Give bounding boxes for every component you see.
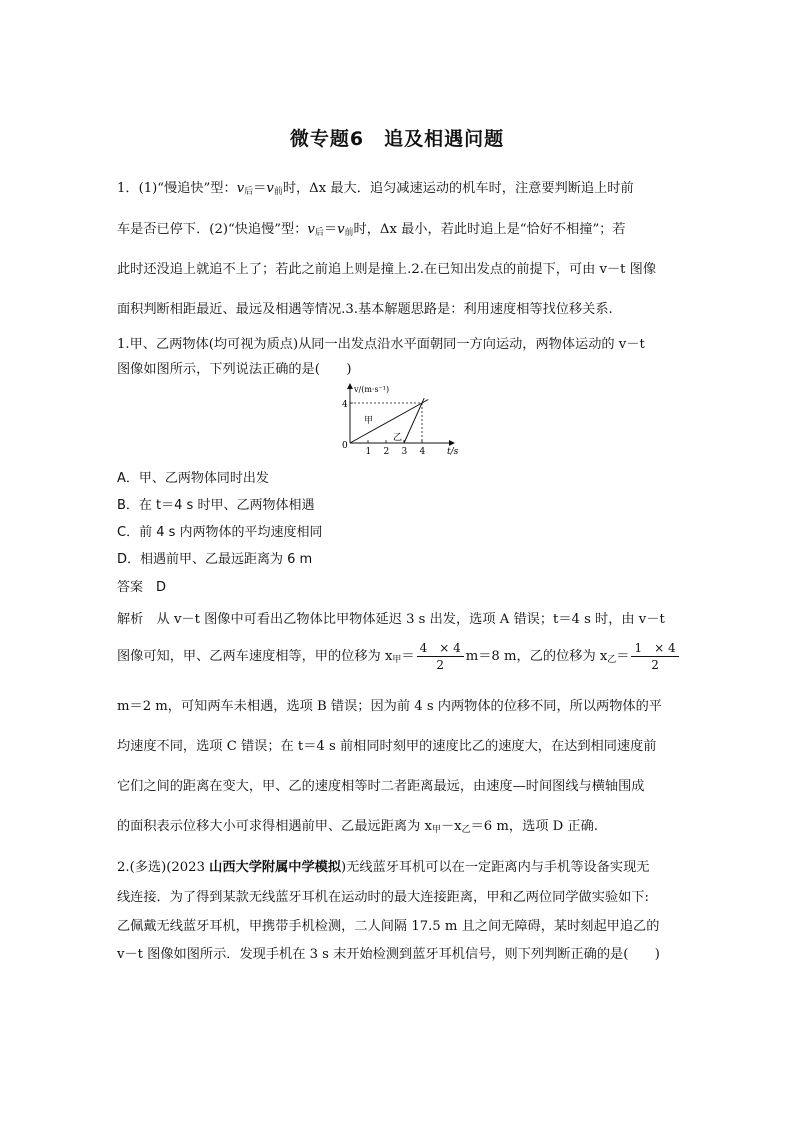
analysis-line-3: m＝2 m，可知两车未相遇，选项 B 错误；因为前 4 s 内两物体的位移不同，所以两物体的平 <box>117 699 662 714</box>
q2-line-3: 乙佩戴无线蓝牙耳机，甲携带手机检测，二人间隔 17.5 m 且之间无障碍，某时刻起甲追乙的 <box>117 919 660 934</box>
q2-line-2: 线连接．为了得到某款无线蓝牙耳机在运动时的最大连接距离，甲和乙两位同学做实验如下: <box>117 890 649 905</box>
series-label-yi: 乙 <box>393 433 403 443</box>
intro-line-1: 1．(1)“慢追快”型：$v_后=v_前$时，Δx 最大．追匀减速运动的机车时，注意要判断追上时前 <box>117 181 634 197</box>
q1-answer <box>117 576 166 595</box>
x-tick-label-2: 2 <box>383 447 390 457</box>
q1-option-d: D．相遇前甲、乙最远距离为 6 m <box>117 552 313 567</box>
q1-option-b: B．在 t＝4 s 时甲、乙两物体相遇 <box>117 498 315 513</box>
fraction-jia: $\frac{4 \times 4}{2}$ <box>417 640 464 673</box>
y-tick-label-4: 4 <box>342 400 348 410</box>
analysis-line-6: 的面积表示位移大小可求得相遇前甲、乙最远距离为 $x_甲-x_乙=6$ m，选项 D 正确. <box>117 819 598 835</box>
q2-line-1: 2.(多选)(2023 山西大学附属中学模拟)无线蓝牙耳机可以在一定距离内与手机等设备实现无 <box>117 860 650 875</box>
intro-line-3: 此时还没追上就追不上了；若此之前追上则是撞上.2.在已知出发点的前提下，可由 v－t 图像 <box>117 262 657 277</box>
intro-line-4: 面积判断相距最近、最远及相遇等情况.3.基本解题思路是：利用速度相等找位移关系. <box>117 302 613 317</box>
y-axis-label: v/(m·s⁻¹) <box>354 385 390 394</box>
q1-option-a: A．甲、乙两物体同时出发 <box>117 471 269 486</box>
series-line-jia <box>350 400 428 444</box>
origin-label: 0 <box>342 441 348 451</box>
x-tick-label-4: 4 <box>419 447 426 457</box>
series-line-yi <box>404 398 424 443</box>
q1-stem-line-1: 1.甲、乙两物体(均可视为质点)从同一出发点沿水平面朝同一方向运动，两物体运动的 v－t <box>117 337 645 352</box>
analysis-line-5: 它们之间的距离在变大，甲、乙的速度相等时二者距离最远，由速度—时间图线与横轴围成 <box>117 779 645 794</box>
analysis-line-2: 图像可知，甲、乙两车速度相等，甲的位移为 $x_甲=$ $\frac{4 \times 4}{2}$ m＝8 m，乙的位移为 $x_乙=$ $\frac{1 \times 4}{2}$ <box>117 640 681 673</box>
vt-graph <box>336 380 460 460</box>
x-tick-label-1: 1 <box>365 447 372 457</box>
q2-line-4: v－t 图像如图所示．发现手机在 3 s 末开始检测到蓝牙耳机信号，则下列判断正确的是( ) <box>117 947 660 962</box>
q1-stem-line-2: 图像如图所示，下列说法正确的是( ) <box>117 362 352 377</box>
q1-option-c: C．前 4 s 内两物体的平均速度相同 <box>117 525 323 540</box>
analysis-line-1: 解析 从 v－t 图像中可看出乙物体比甲物体延迟 3 s 出发，选项 A 错误；t＝4 s 时，由 v－t <box>117 612 665 627</box>
x-tick-label-3: 3 <box>401 447 408 457</box>
answer-value: D <box>156 580 167 595</box>
analysis-line-4: 均速度不同，选项 C 错误；在 t＝4 s 前相同时刻甲的速度比乙的速度大，在达到相同速度前 <box>117 739 657 754</box>
answer-label: 答案 <box>117 580 144 595</box>
x-axis-label: t/s <box>447 447 459 457</box>
intro-line-2: 车是否已停下．(2)“快追慢”型：$v_后=v_前$时，Δx 最小，若此时追上是“恰好不相撞”；若 <box>117 222 626 238</box>
series-label-jia: 甲 <box>364 416 374 426</box>
page-title: 微专题6 追及相遇问题 <box>289 128 505 150</box>
fraction-yi: $\frac{1 \times 4}{2}$ <box>631 640 678 673</box>
